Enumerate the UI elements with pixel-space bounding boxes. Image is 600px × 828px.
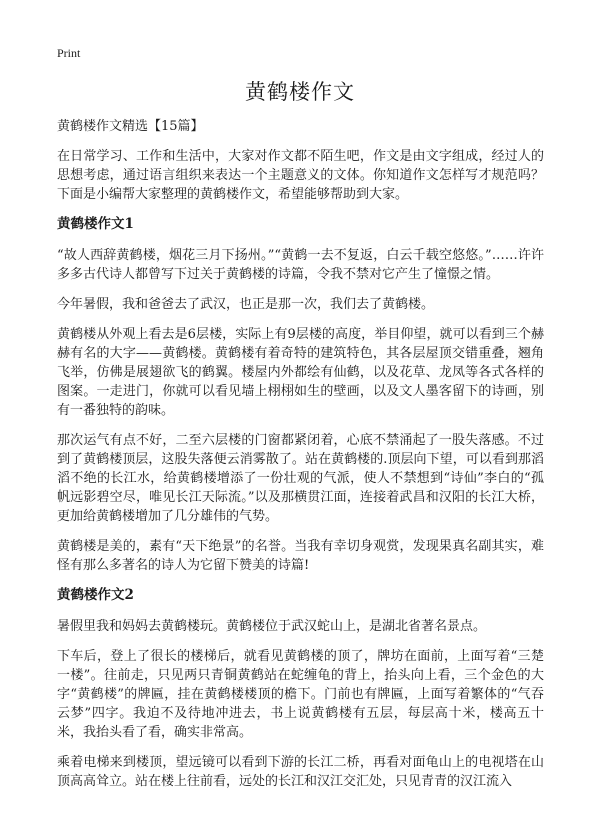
section-heading: 黄鹤楼作文2 [57, 587, 134, 603]
paragraph: 下车后，登上了很长的楼梯后，就看见黄鹤楼的顶了，牌坊在面前，上面写着“三楚一楼”。往前走，只见两只青铜黄鹤站在蛇缠龟的背上，抬头向上看，三个金色的大字“黄鹤楼”的牌匾，挂在黄鹤楼楼顶的檐下。门前也有牌匾，上面写着繁体的“气吞云梦”四字。我迫不及待地冲进去，书上说黄鹤楼有五层，每层高十米，楼高五十米，我抬头看了看，确实非常高。 [57, 649, 544, 740]
section-heading: 黄鹤楼作文1 [57, 216, 134, 232]
document-body [57, 118, 544, 802]
essay-section-2 [57, 586, 544, 791]
paragraph: 黄鹤楼是美的，素有“天下绝景”的名誉。当我有幸切身观赏，发现果真名副其实，难怪有那么多著名的诗人为它留下赞美的诗篇! [57, 539, 544, 573]
paragraph: 今年暑假，我和爸爸去了武汉，也正是那一次，我们去了黄鹤楼。 [57, 297, 435, 312]
subtitle: 黄鹤楼作文精选【15篇】 [57, 119, 204, 134]
essay-section-1 [57, 215, 544, 575]
paragraph: 乘着电梯来到楼顶，望远镜可以看到下游的长江二桥，再看对面龟山上的电视塔在山顶高高耸立。站在楼上往前看，远处的长江和汉江交汇处，只见青青的汉江流入 [57, 755, 544, 789]
page-title: 黄鹤楼作文 [245, 80, 355, 104]
paragraph: “故人西辞黄鹤楼，烟花三月下扬州。”“黄鹤一去不复返，白云千载空悠悠。”……许许多多古代诗人都曾写下过关于黄鹤楼的诗篇，令我不禁对它产生了憧憬之情。 [57, 248, 544, 282]
paragraph: 黄鹤楼从外观上看去是6层楼，实际上有9层楼的高度，举目仰望，就可以看到三个赫赫有名的大字——黄鹤楼。黄鹤楼有着奇特的建筑特色，其各层屋顶交错重叠，翘角飞举，仿佛是展翅欲飞的鹤翼。楼屋内外都绘有仙鹤，以及花草、龙凤等各式各样的图案。一走进门，你就可以看见墙上栩栩如生的壁画，以及文人墨客留下的诗画，别有一番独特的韵味。 [57, 327, 544, 418]
paragraph: 暑假里我和妈妈去黄鹤楼玩。黄鹤楼位于武汉蛇山上，是湖北省著名景点。 [57, 619, 487, 634]
print-label: Print [57, 46, 81, 60]
intro-paragraph: 在日常学习、工作和生活中，大家对作文都不陌生吧，作文是由文字组成，经过人的思想考虑，通过语言组织来表达一个主题意义的文体。你知道作文怎样写才规范吗？下面是小编帮大家整理的黄鹤楼作文，希望能够帮助到大家。 [57, 149, 544, 202]
paragraph: 那次运气有点不好，二至六层楼的门窗都紧闭着，心底不禁涌起了一股失落感。不过到了黄鹤楼顶层，这股失落便云消雾散了。站在黄鹤楼的.顶层向下望，可以看到那滔滔不绝的长江水，给黄鹤楼增添了一份壮观的气派，使人不禁想到“诗仙”李白的“孤帆远影碧空尽，唯见长江天际流。”以及那横贯江面，连接着武昌和汉阳的长江大桥，更加给黄鹤楼增加了几分雄伟的气势。 [57, 433, 544, 524]
